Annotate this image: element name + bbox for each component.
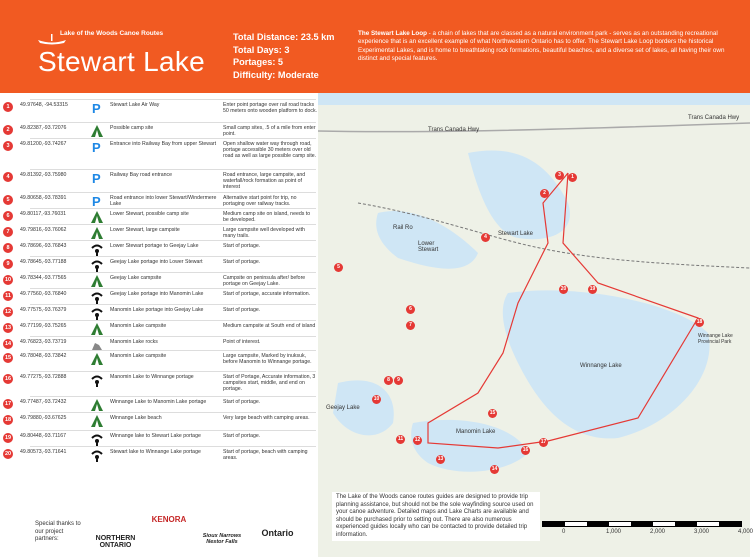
waypoint-name: Geejay Lake campsite xyxy=(110,275,162,281)
waypoint-coord: 49.77199,-93.75265 xyxy=(20,323,67,329)
waypoint-number: 10 xyxy=(4,277,12,283)
stat-days: Total Days: 3 xyxy=(233,44,290,55)
waypoint-name: Manomin Lake to Winnange portage xyxy=(110,374,194,380)
thanks-text: Special thanks to our project partners: xyxy=(35,521,81,542)
route-marker[interactable]: 15 xyxy=(489,410,496,416)
waypoint-row[interactable] xyxy=(6,99,318,119)
portage-icon xyxy=(90,290,104,304)
camp-icon xyxy=(90,274,104,288)
waypoint-note: Large campsite well developed with many trails. xyxy=(223,227,305,239)
parking-icon xyxy=(90,171,104,185)
waypoint-note: Small camp sites, .5 of a mile from enter point. xyxy=(223,125,316,137)
route-marker[interactable]: 18 xyxy=(696,319,703,325)
route-marker[interactable]: 7 xyxy=(406,321,415,330)
logo-ontario: Ontario xyxy=(261,528,294,538)
label-rail: Rail Ro xyxy=(393,225,413,231)
camp-icon xyxy=(90,322,104,336)
waypoint-coord: 49.78344,-93.77565 xyxy=(20,275,67,281)
portage-icon xyxy=(90,448,104,462)
scale-tick-label: 0 xyxy=(562,529,566,535)
waypoint-number: 20 xyxy=(4,451,12,457)
waypoint-coord: 49.82387,-93.72076 xyxy=(20,125,67,131)
map-canvas xyxy=(318,93,750,557)
waypoint-name: Lower Stewart portage to Geejay Lake xyxy=(110,243,199,249)
waypoint-row[interactable] xyxy=(4,396,316,409)
stat-difficulty: Difficulty: Moderate xyxy=(233,69,319,80)
waypoint-name: Stewart Lake Air Way xyxy=(110,102,160,108)
waypoint-coord: 49.78696,-93.76843 xyxy=(20,243,67,249)
label-tch: Trans Canada Hwy xyxy=(428,127,480,133)
route-marker[interactable]: 13 xyxy=(437,456,444,462)
waypoint-number: 7 xyxy=(3,227,13,237)
camp-icon xyxy=(90,352,104,366)
waypoint-coord: 49.79880,-93.67625 xyxy=(20,415,67,421)
waypoint-number: 9 xyxy=(3,259,13,269)
portage-icon xyxy=(90,258,104,272)
waypoint-number: 19 xyxy=(4,435,12,441)
waypoint-name: Railway Bay road entrance xyxy=(110,172,172,178)
waypoint-note: Campsite on peninsula after/ before portage on Geejay Lake. xyxy=(223,275,306,287)
waypoint-note: Large campsite, Marked by inuksuk, before Manomin to Winnange portage. xyxy=(223,353,312,365)
waypoint-name: Geejay Lake portage into Lower Stewart xyxy=(110,259,203,265)
waypoint-name: Manomin Lake portage into Geejay Lake xyxy=(110,307,204,313)
camp-icon xyxy=(90,398,104,412)
route-map[interactable] xyxy=(318,93,750,557)
waypoint-note: Alternative start point for trip, no portaging over railway tracks. xyxy=(223,195,297,207)
waypoint-number: 14 xyxy=(4,341,12,347)
disclaimer-note: The Lake of the Woods canoe routes guides are designed to provide trip planning assistance, but should not be the sole wayfinding source used on your canoe adventure. Detailed maps and Lake Charts are available and should be purchased prior to setting out. There are also numerous experienced guides locally who can be contacted to provide detailed trip information. xyxy=(332,492,540,541)
waypoint-coord: 49.78048,-93.73842 xyxy=(20,353,67,359)
waypoint-name: Lower Stewart, large campsite xyxy=(110,227,180,233)
waypoint-note: Start of portage. xyxy=(223,307,261,313)
waypoint-number: 17 xyxy=(4,401,12,407)
page-title: Stewart Lake xyxy=(38,46,206,77)
route-marker[interactable]: 1 xyxy=(568,173,577,182)
waypoint-row[interactable] xyxy=(4,430,316,443)
waypoint-note: Start of portage. xyxy=(223,433,261,439)
waypoint-note: Start of portage, beach with camping areas. xyxy=(223,449,308,461)
waypoint-coord: 49.77275,-93.72888 xyxy=(20,374,67,380)
waypoint-coord: 49.78645,-93.77188 xyxy=(20,259,67,265)
waypoint-row[interactable] xyxy=(6,169,316,190)
waypoint-name: Geejay Lake portage into Manomin Lake xyxy=(110,291,204,297)
label-geejay: Geejay Lake xyxy=(326,405,360,411)
waypoint-name: Winnange Lake beach xyxy=(110,415,162,421)
waypoint-number: 5 xyxy=(3,195,13,205)
label-manomin: Manomin Lake xyxy=(456,429,496,435)
waypoint-row[interactable] xyxy=(6,256,316,269)
portage-icon xyxy=(90,373,104,387)
waypoint-coord: 49.80117,-93.76031 xyxy=(20,211,67,217)
svg-text:P: P xyxy=(92,140,101,155)
route-marker[interactable]: 9 xyxy=(394,376,403,385)
waypoint-note: Start of portage. xyxy=(223,259,261,265)
route-marker[interactable]: 3 xyxy=(555,171,564,180)
waypoint-name: Winnange lake to Stewart Lake portage xyxy=(110,433,201,439)
waypoint-note: Medium campsite at South end of island xyxy=(223,323,316,329)
route-marker[interactable]: 12 xyxy=(414,437,421,443)
camp-icon xyxy=(90,210,104,224)
waypoint-row[interactable] xyxy=(4,350,316,368)
portage-icon xyxy=(90,432,104,446)
trip-stats xyxy=(233,31,353,81)
waypoint-coord: 49.79816,-93.76062 xyxy=(20,227,67,233)
logo-sioux-narrows: Sioux Narrows Nestor Falls xyxy=(202,533,242,545)
route-marker[interactable]: 5 xyxy=(334,263,343,272)
waypoint-coord: 49.81392,-93.75980 xyxy=(20,172,67,178)
waypoint-coord: 49.76823,-93.73719 xyxy=(20,339,67,345)
stat-distance: Total Distance: 23.5 km xyxy=(233,32,335,42)
waypoint-coord: 49.97648, -94.53315 xyxy=(20,102,68,108)
waypoint-note: Road entrance, large campsite, and waterfall/rock formation as point of interest xyxy=(223,172,306,190)
svg-text:P: P xyxy=(92,171,101,186)
label-park: Winnange Lake Provincial Park xyxy=(698,333,733,345)
route-marker[interactable]: 8 xyxy=(384,376,393,385)
parking-icon xyxy=(90,194,104,208)
portage-icon xyxy=(90,242,104,256)
camp-icon xyxy=(90,226,104,240)
waypoint-row[interactable] xyxy=(5,288,316,301)
waypoint-name: Lower Stewart, possible camp site xyxy=(110,211,189,217)
waypoint-number: 6 xyxy=(3,211,13,221)
scale-tick-label: 1,000 xyxy=(606,529,622,535)
north-water-shape xyxy=(318,93,750,105)
waypoint-row[interactable] xyxy=(6,192,316,209)
waypoint-number: 18 xyxy=(4,417,12,423)
parking-icon xyxy=(90,140,104,154)
waypoint-number: 13 xyxy=(4,325,12,331)
waypoint-row[interactable] xyxy=(6,138,317,166)
label-stewart: Stewart Lake xyxy=(498,231,534,237)
scale-tick-label: 3,000 xyxy=(694,529,710,535)
waypoint-note: Enter point portage over rail road tracks 50 meters onto wooden platform to dock. xyxy=(223,102,318,114)
brand-text: Lake of the Woods Canoe Routes xyxy=(60,30,164,37)
waypoint-number: 16 xyxy=(4,376,12,382)
route-marker[interactable]: 16 xyxy=(522,447,529,453)
route-marker[interactable]: 17 xyxy=(540,439,547,445)
waypoint-number: 2 xyxy=(3,125,13,135)
waypoint-note: Point of interest. xyxy=(223,339,261,345)
waypoint-coord: 49.80658,-93.78391 xyxy=(20,195,67,201)
stat-portages: Portages: 5 xyxy=(233,57,284,67)
waypoint-number: 12 xyxy=(4,309,12,315)
waypoint-note: Start of portage. xyxy=(223,243,261,249)
waypoint-number: 15 xyxy=(4,355,12,361)
waypoint-coord: 49.80573,-93.71641 xyxy=(20,449,67,455)
waypoint-number: 8 xyxy=(3,243,13,253)
waypoint-note: Open shallow water way through road, portage accessible 30 meters over old road as well as large possible camp site. xyxy=(223,141,317,159)
waypoint-number: 11 xyxy=(3,291,13,301)
desc-body: - a chain of lakes that are classed as a natural environment park - serves as an outstanding recreational experience that is an excellent example of what Northwestern Ontario has to offer. The Stewart Lake Loop borders the historical Experimental Lakes, and is home to breathtaking rock formations, beautiful beaches, and a diverse set of lakes, all having their own distinct and special features. xyxy=(358,30,725,62)
waypoint-number: 3 xyxy=(3,141,13,151)
waypoint-note: Start of portage. xyxy=(223,399,261,405)
waypoint-row[interactable] xyxy=(4,371,316,393)
label-tch-2: Trans Canada Hwy xyxy=(688,115,740,121)
waypoint-note: Medium camp site on island, needs to be developed. xyxy=(223,211,311,223)
waypoint-name: Road entrance into lower Stewart/Windermere Lake xyxy=(110,195,217,207)
waypoint-name: Entrance into Railway Bay from upper Stewart xyxy=(110,141,217,147)
waypoint-row[interactable] xyxy=(4,412,316,427)
waypoint-row[interactable] xyxy=(6,122,316,137)
scale-bar xyxy=(542,521,753,539)
waypoint-name: Manomin Lake campsite xyxy=(110,323,167,329)
waypoint-number: 4 xyxy=(3,172,13,182)
waypoint-note: Start of portage, accurate information. xyxy=(223,291,311,297)
header xyxy=(0,0,750,93)
waypoint-row[interactable] xyxy=(6,208,316,223)
waypoint-note: Start of Portage, Accurate information, 3 campsites start, middle, and end on portage. xyxy=(223,374,316,392)
label-lower-stewart: Lower Stewart xyxy=(418,241,439,253)
route-marker[interactable]: 4 xyxy=(481,233,490,242)
logo-northern-ontario: NORTHERN ONTARIO xyxy=(95,535,136,549)
route-marker[interactable]: 11 xyxy=(397,436,404,442)
waypoint-note: Very large beach with camping areas. xyxy=(223,415,310,421)
waypoint-row[interactable] xyxy=(6,224,316,239)
svg-text:P: P xyxy=(92,194,101,209)
waypoint-coord: 49.81200,-93.74267 xyxy=(20,141,67,147)
waypoint-coord: 49.77487,-93.72432 xyxy=(20,399,67,405)
waypoint-coord: 49.77575,-93.76379 xyxy=(20,307,67,313)
waypoint-name: Manomin Lake rocks xyxy=(110,339,158,345)
logo-kenora: KENORA xyxy=(151,515,187,524)
portage-icon xyxy=(90,306,104,320)
waypoint-name: Stewart lake to Winnange Lake portage xyxy=(110,449,201,455)
route-marker[interactable]: 2 xyxy=(540,189,549,198)
camp-icon xyxy=(90,414,104,428)
route-marker[interactable]: 10 xyxy=(373,396,380,402)
scale-tick-label: 2,000 xyxy=(650,529,666,535)
route-description xyxy=(358,30,730,63)
waypoint-name: Possible camp site xyxy=(110,125,154,131)
parking-icon xyxy=(90,101,104,115)
route-marker[interactable]: 14 xyxy=(491,466,498,472)
waypoint-coord: 49.77560,-93.76840 xyxy=(20,291,67,297)
waypoint-list xyxy=(0,93,318,557)
waypoint-row[interactable] xyxy=(6,240,316,253)
route-marker[interactable]: 20 xyxy=(560,286,567,292)
camp-icon xyxy=(90,124,104,138)
waypoint-row[interactable] xyxy=(4,304,316,317)
scale-bar-graphic xyxy=(542,521,742,527)
label-winnange: Winnange Lake xyxy=(580,363,622,369)
scale-tick-label: 4,000 xyxy=(738,529,753,535)
waypoint-name: Manomin Lake campsite xyxy=(110,353,167,359)
waypoint-row[interactable] xyxy=(4,336,316,347)
svg-text:P: P xyxy=(92,101,101,116)
waypoint-number: 1 xyxy=(3,102,13,112)
route-marker[interactable]: 19 xyxy=(589,286,596,292)
route-marker[interactable]: 6 xyxy=(406,305,415,314)
waypoint-row[interactable] xyxy=(4,320,316,333)
waypoint-name: Winnange Lake to Manomin Lake portage xyxy=(110,399,207,405)
desc-lead: The Stewart Lake Loop xyxy=(358,30,427,37)
waypoint-row[interactable] xyxy=(4,272,316,287)
waypoint-row[interactable] xyxy=(4,446,316,461)
waypoint-coord: 49.80448,-93.71167 xyxy=(20,433,67,439)
